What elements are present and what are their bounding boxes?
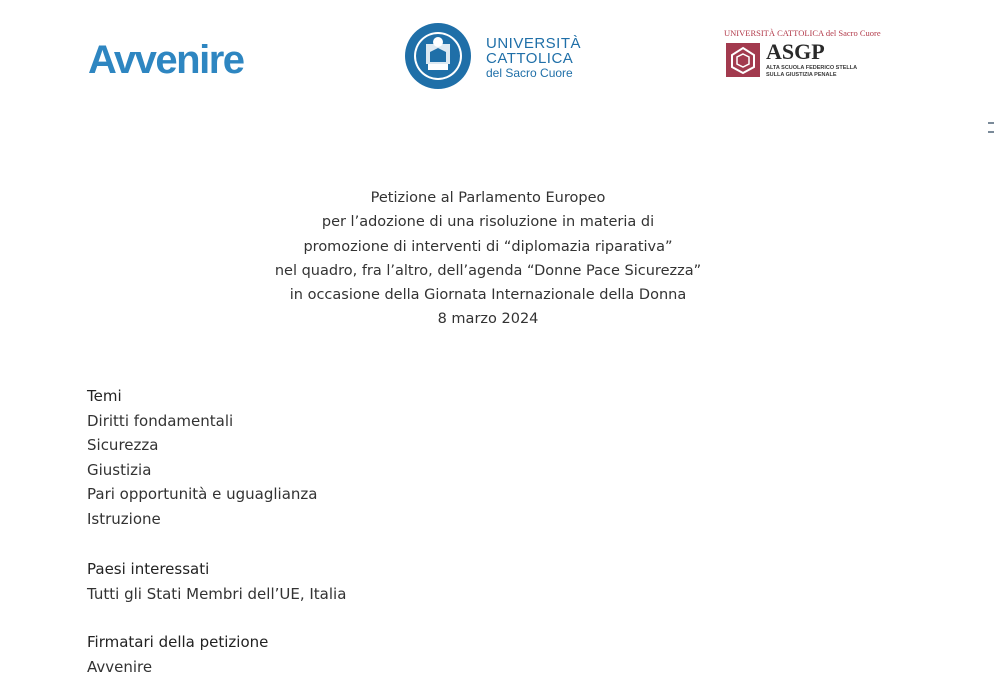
asgp-top-text: UNIVERSITÀ CATTOLICA del Sacro Cuore	[724, 28, 881, 38]
title-line: in occasione della Giornata Internazionale della Donna	[200, 283, 776, 307]
ucsc-wordmark	[486, 36, 581, 81]
asgp-mark-icon	[726, 43, 760, 77]
list-item: Tutti gli Stati Membri dell’UE, Italia	[87, 582, 346, 607]
list-item: Giustizia	[87, 458, 317, 483]
list-item: Istruzione	[87, 507, 317, 532]
edge-mark	[988, 122, 994, 124]
list-item: Sicurezza	[87, 433, 317, 458]
section-heading: Paesi interessati	[87, 557, 346, 582]
list-item: Avvenire	[87, 655, 268, 679]
title-line: per l’adozione di una risoluzione in materia di	[200, 210, 776, 234]
asgp-name: ASGP	[766, 39, 825, 65]
ucsc-logo	[404, 22, 594, 92]
section-temi	[87, 384, 317, 531]
title-line: promozione di interventi di “diplomazia riparativa”	[200, 235, 776, 259]
avvenire-logo	[88, 38, 244, 82]
section-heading: Temi	[87, 384, 317, 409]
avvenire-logo-text: Avvenire	[88, 38, 244, 82]
section-firmatari	[87, 630, 268, 679]
title-line: nel quadro, fra l’altro, dell’agenda “Donne Pace Sicurezza”	[200, 259, 776, 283]
asgp-logo	[724, 28, 894, 84]
asgp-sub-line-2: SULLA GIUSTIZIA PENALE	[766, 72, 857, 79]
list-item: Diritti fondamentali	[87, 409, 317, 434]
ucsc-line-1: UNIVERSITÀ	[486, 36, 581, 51]
petition-title	[200, 186, 776, 332]
ucsc-line-3: del Sacro Cuore	[486, 66, 581, 81]
ucsc-line-2: CATTOLICA	[486, 51, 581, 66]
list-item: Pari opportunità e uguaglianza	[87, 482, 317, 507]
section-paesi	[87, 557, 346, 606]
asgp-sub-line-1: ALTA SCUOLA FEDERICO STELLA	[766, 65, 857, 72]
section-heading: Firmatari della petizione	[87, 630, 268, 655]
ucsc-seal-icon	[404, 22, 472, 90]
title-line: Petizione al Parlamento Europeo	[200, 186, 776, 210]
title-date: 8 marzo 2024	[200, 307, 776, 331]
edge-mark	[988, 131, 994, 133]
asgp-subtitle	[766, 65, 857, 79]
